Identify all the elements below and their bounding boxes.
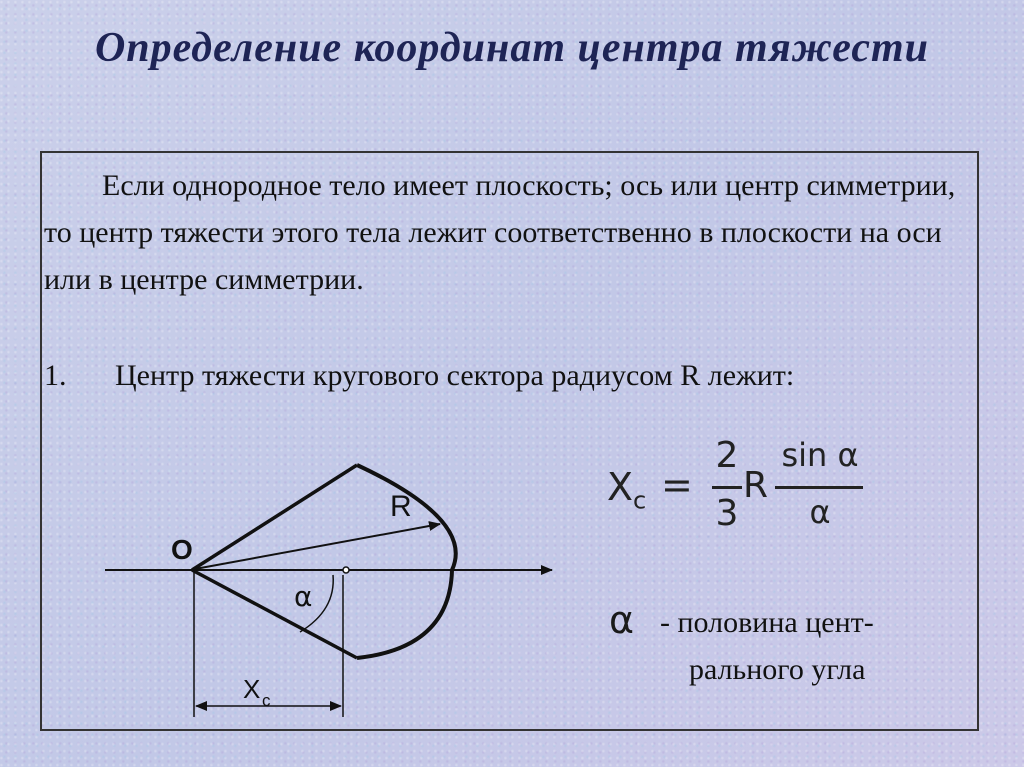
list-item-text: Центр тяжести кругового сектора радиусом R лежит:: [115, 359, 795, 392]
formula-equals: =: [661, 463, 693, 507]
angle-label: α: [294, 580, 313, 613]
centroid-point: [343, 567, 349, 573]
radius-label: R: [390, 490, 412, 523]
alpha-symbol: α: [609, 598, 635, 642]
xc-subscript: c: [262, 691, 271, 710]
xc-label: X: [243, 674, 261, 704]
list-item-number: 1.: [44, 359, 67, 392]
formula-sin-numerator: sin α: [781, 436, 859, 474]
formula-numerator: 2: [715, 435, 739, 476]
formula-fraction-bar: [712, 486, 742, 489]
centroid-formula: [603, 435, 873, 545]
formula-denominator: 3: [715, 493, 739, 534]
note-line-1: - половина цент-: [660, 606, 874, 639]
note-line-2: рального угла: [689, 653, 866, 686]
slide-title: Определение координат центра тяжести: [94, 25, 930, 71]
intro-paragraph: Если однородное тело имеет плоскость; ось или центр симметрии, то центр тяжести этого тела лежит соответственно в плоскости на оси или в центре симметрии.: [44, 169, 956, 296]
origin-label: O: [171, 534, 193, 565]
sector-lower-edge: [192, 570, 357, 658]
formula-radius: R: [743, 465, 769, 506]
formula-lhs: $X_c$: [607, 465, 647, 515]
formula-alpha-denominator: α: [809, 493, 831, 531]
formula-sin-fraction-bar: [775, 486, 863, 489]
